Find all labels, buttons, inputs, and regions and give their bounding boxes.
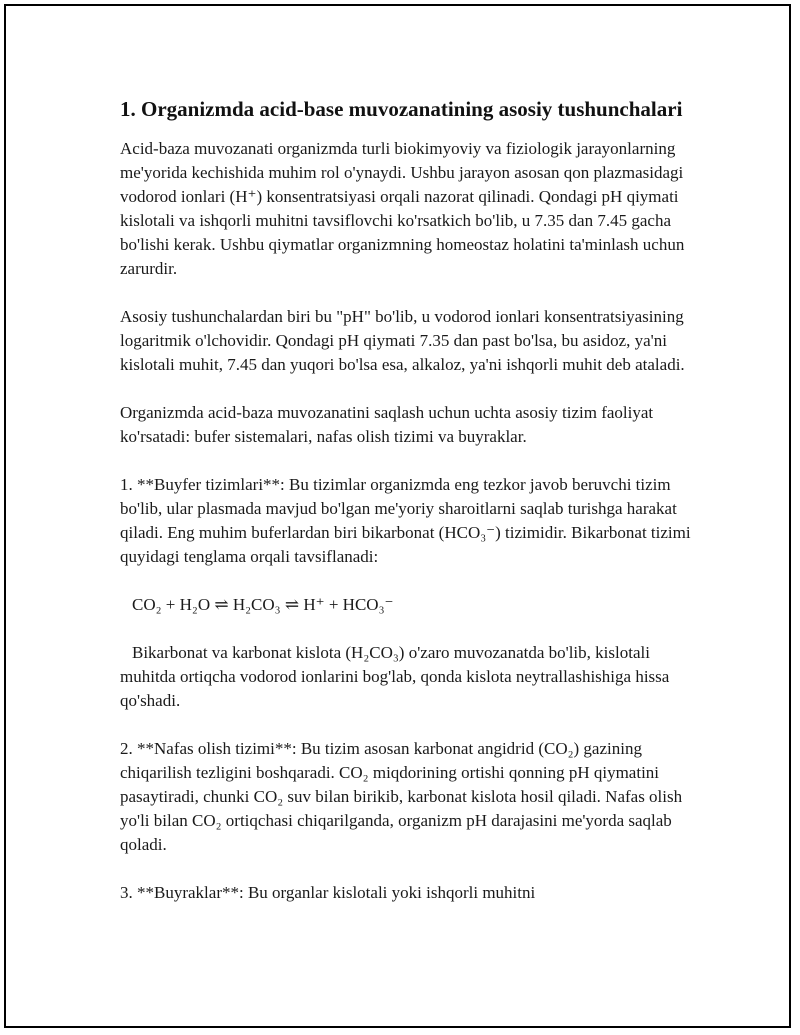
bicarbonate-equation: CO₂ + H₂O ⇌ H₂CO₃ ⇌ H⁺ + HCO₃⁻ [132, 595, 394, 614]
paragraph-ph-definition: Asosiy tushunchalardan biri bu "pH" bo'lib, u vodorod ionlari konsentratsiyasining logaritmik o'lchovidir. Qondagi pH qiymati 7.35 dan past bo'lsa, bu asidoz, ya'ni kislotali muhit, 7.45 dan yuqori bo'lsa esa, alkaloz, ya'ni ishqorli muhit deb ataladi. [120, 307, 685, 374]
paragraph-three-systems: Organizmda acid-baza muvozanatini saqlash uchun uchta asosiy tizim faoliyat ko'rsatadi: bufer sistemalari, nafas olish tizimi va buyraklar. [120, 403, 654, 446]
document-page [4, 4, 791, 1028]
section-heading: 1. Organizmda acid-base muvozanatining asosiy tushunchalari [120, 97, 683, 121]
paragraph-kidneys: 3. **Buyraklar**: Bu organlar kislotali yoki ishqorli muhitni [120, 883, 536, 902]
paragraph-buffer-systems: 1. **Buyfer tizimlari**: Bu tizimlar organizmda eng tezkor javob beruvchi tizim bo'lib, ular plasmada mavjud bo'lgan me'yoriy sharoitlarni saqlab turishga harakat qiladi. Eng muhim buferlardan biri bikarbonat (HCO₃⁻) tizimidir. Bikarbonat tizimi quyidagi tenglama orqali tavsiflanadi: [120, 475, 691, 566]
paragraph-intro: Acid-baza muvozanati organizmda turli biokimyoviy va fiziologik jarayonlarning me'yorida kechishida muhim rol o'ynaydi. Ushbu jarayon asosan qon plazmasidagi vodorod ionlari (H⁺) konsentratsiyasi orqali nazorat qilinadi. Qondagi pH qiymati kislotali va ishqorli muhitni tavsiflovchi ko'rsatkich bo'lib, u 7.35 dan 7.45 gacha bo'lishi kerak. Ushbu qiymatlar organizmning homeostaz holatini ta'minlash uchun zarurdir. [120, 139, 685, 278]
paragraph-bicarbonate-balance: Bikarbonat va karbonat kislota (H₂CO₃) o'zaro muvozanatda bo'lib, kislotali muhitda ortiqcha vodorod ionlarini bog'lab, qonda kislota neytrallashishiga hissa qo'shadi. [120, 643, 670, 710]
paragraph-respiratory-system: 2. **Nafas olish tizimi**: Bu tizim asosan karbonat angidrid (CO₂) gazining chiqarilish tezligini boshqaradi. CO₂ miqdorining ortishi qonning pH qiymatini pasaytiradi, chunki CO₂ suv bilan birikib, karbonat kislota hosil qiladi. Nafas olish yo'li bilan CO₂ ortiqchasi chiqarilganda, organizm pH darajasini me'yorda saqlab qoladi. [120, 739, 683, 854]
document-content [120, 95, 700, 929]
